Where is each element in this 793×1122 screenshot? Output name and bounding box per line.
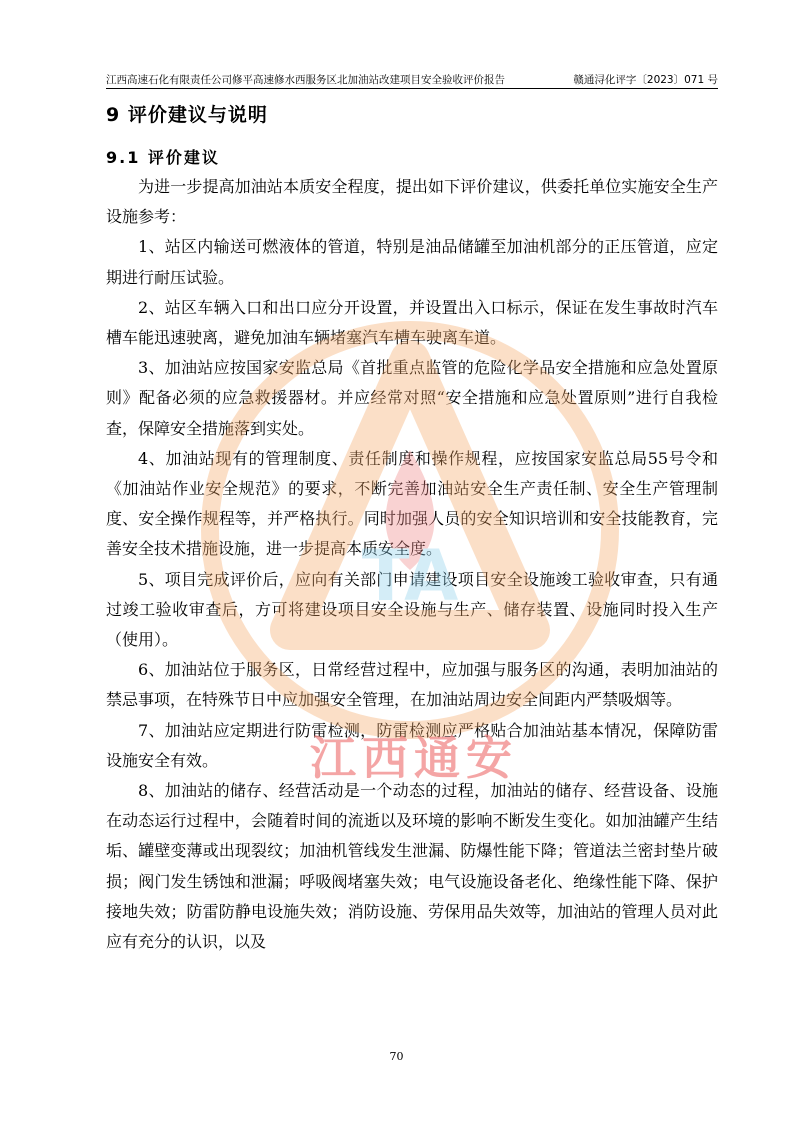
header-report-number: 赣通浔化评字〔2023〕071 号 — [573, 74, 718, 86]
page-header — [106, 68, 718, 89]
paragraph-item-6: 6、加油站位于服务区，日常经营过程中，应加强与服务区的沟通，表明加油站的禁忌事项，在特殊节日中应加强安全管理，在加油站周边安全间距内严禁吸烟等。 — [106, 660, 718, 710]
paragraph-item-1: 1、站区内输送可燃液体的管道，特别是油品储罐至加油机部分的正压管道，应定期进行耐压试验。 — [106, 237, 718, 287]
paragraph-item-5: 5、项目完成评价后，应向有关部门申请建设项目安全设施竣工验收审查，只有通过竣工验收审查后，方可将建设项目安全设施与生产、储存装置、设施同时投入生产（使用）。 — [106, 569, 718, 650]
paragraph-item-8: 8、加油站的储存、经营活动是一个动态的过程，加油站的储存、经营设备、设施在动态运行过程中，会随着时间的流逝以及环境的影响不断发生变化。如加油罐产生结垢、罐壁变薄或出现裂纹；加油机管线发生泄漏、防爆性能下降；管道法兰密封垫片破损；阀门发生锈蚀和泄漏；呼吸阀堵塞失效；电气设施设备老化、绝缘性能下降、保护接地失效；防雷防静电设施失效；消防设施、劳保用品失效等，加油站的管理人员对此应有充分的认识，以及 — [106, 781, 718, 952]
page-number: 70 — [389, 1050, 404, 1063]
paragraph-item-3: 3、加油站应按国家安监总局《首批重点监管的危险化学品安全措施和应急处置原则》配备必须的应急救援器材。并应经常对照“安全措施和应急处置原则”进行自我检查，保障安全措施落到实处。 — [106, 358, 718, 438]
header-report-title: 江西高速石化有限责任公司修平高速修水西服务区北加油站改建项目安全验收评价报告 — [106, 74, 505, 86]
paragraph-item-7: 7、加油站应定期进行防雷检测，防雷检测应严格贴合加油站基本情况，保障防雷设施安全有效。 — [106, 720, 718, 770]
section-title: 9 评价建议与说明 — [106, 104, 268, 126]
paragraph-item-2: 2、站区车辆入口和出口应分开设置，并设置出入口标示，保证在发生事故时汽车槽车能迅速驶离，避免加油车辆堵塞汽车槽车驶离车道。 — [106, 297, 718, 348]
body-text — [106, 172, 718, 957]
subsection-title: 9.1 评价建议 — [106, 148, 220, 167]
paragraph-item-4: 4、加油站现有的管理制度、责任制度和操作规程，应按国家安监总局55号令和《加油站作业安全规范》的要求，不断完善加油站安全生产责任制、安全生产管理制度、安全操作规程等，并严格执行。同时加强人员的安全知识培训和安全技能教育，完善安全技术措施设施，进一步提高本质安全度。 — [106, 448, 718, 559]
watermark-text: 江西通安 — [310, 731, 518, 785]
paragraph-intro: 为进一步提高加油站本质安全程度，提出如下评价建议，供委托单位实施安全生产设施参考： — [106, 177, 718, 227]
svg-text:TA: TA — [361, 535, 459, 617]
